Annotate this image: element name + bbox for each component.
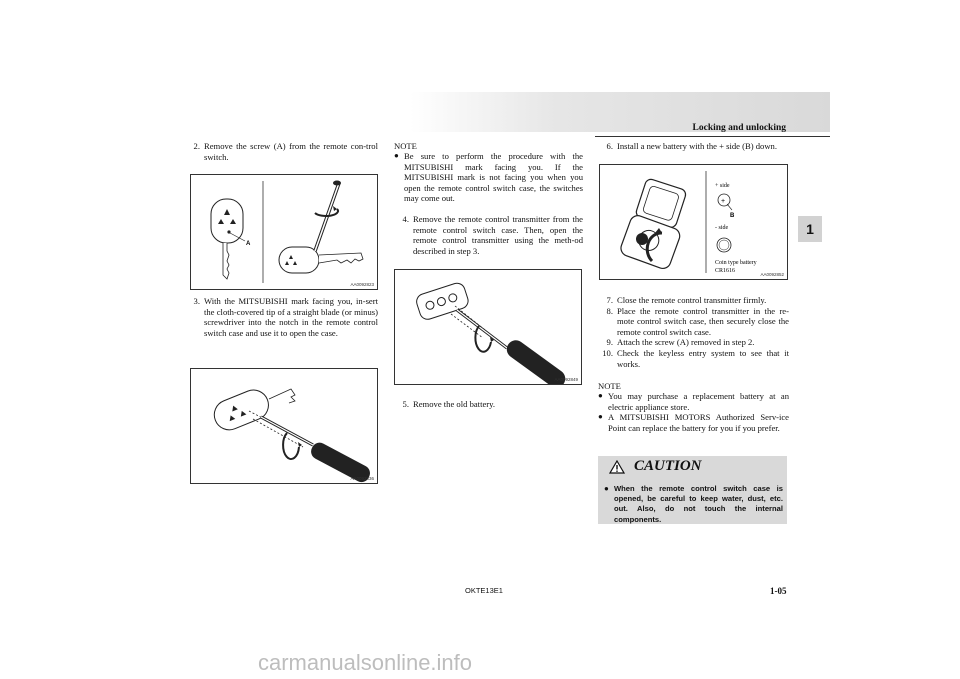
battery-type-label: Coin type battery (715, 260, 757, 266)
svg-text:+: + (721, 198, 726, 205)
step-text: Check the keyless entry system to see that it works. (617, 347, 789, 369)
note-bullet-1 (598, 391, 789, 412)
step-number: 9. (606, 337, 613, 348)
figure-code: AA0092836 (350, 476, 374, 481)
step-9 (598, 337, 789, 348)
step-number: 3. (193, 296, 200, 306)
note-bullet-2 (598, 412, 789, 433)
caution-bullet (604, 484, 783, 525)
caution-header (598, 456, 787, 478)
caution-title: CAUTION (634, 458, 702, 474)
footer-code: OKTE13E1 (465, 586, 503, 595)
note-text: You may purchase a replacement battery at an electric appliance store. (608, 391, 789, 412)
step-number: 2. (193, 141, 200, 151)
step-number: 10. (602, 347, 613, 358)
steps-7-10 (598, 295, 789, 369)
bullet-icon: ● (394, 151, 399, 160)
screwdriver-open-case-illustration (191, 369, 377, 483)
step-4 (394, 214, 583, 256)
bullet-icon: ● (598, 412, 603, 422)
figure-remove-transmitter (394, 269, 582, 385)
page-number: 1-05 (770, 586, 787, 596)
step-8 (598, 306, 789, 338)
step-text: Remove the remote control transmitter from the remote control switch case. Then, open the remote control transmitter using the meth-od described in step 3. (413, 214, 583, 256)
bullet-icon: ● (604, 484, 609, 493)
figure-code: AA0092852 (760, 272, 784, 277)
watermark: carmanualsonline.info (258, 650, 473, 675)
battery-model-label: CR1616 (715, 268, 736, 274)
note-bullet (394, 151, 583, 204)
section-title: Locking and unlocking (692, 123, 786, 133)
caution-box (598, 456, 787, 524)
figure-remove-screw (190, 174, 378, 290)
step-text: With the MITSUBISHI mark facing you, in-sert the cloth-covered tip of a straight blade (or minus) screwdriver into the notch in the remote control switch case and use it to open the case. (204, 296, 378, 338)
note-label: NOTE (394, 141, 417, 151)
note-text: Be sure to perform the procedure with the MITSUBISHI mark facing you. If the MITSUBISHI mark is not facing you when you open the remote control switch case, the switches may come out. (404, 151, 583, 204)
figure-open-case (190, 368, 378, 484)
figure-install-battery (599, 164, 788, 280)
step-text: Close the remote control transmitter firmly. (617, 295, 767, 305)
figure-code: AA0092823 (350, 282, 374, 287)
bullet-icon: ● (598, 391, 603, 400)
warning-triangle-icon (609, 460, 625, 474)
step-10 (598, 348, 789, 369)
caution-text: When the remote control switch case is opened, be careful to keep water, dust, etc. out. Also, do not touch the internal components. (614, 484, 783, 524)
step-text: Remove the old battery. (413, 399, 496, 409)
note-bullets (598, 391, 789, 433)
remote-screw-illustration (191, 175, 377, 289)
step-6 (598, 141, 789, 152)
step-text: Place the remote control transmitter in the re-mote control switch case, then securely close the remote control switch case. (617, 305, 789, 337)
step-text: Attach the screw (A) removed in step 2. (617, 337, 755, 348)
step-2 (185, 141, 378, 162)
plus-side-label: + side (715, 183, 730, 189)
chapter-tab: 1 (798, 216, 822, 242)
step-number: 8. (606, 305, 613, 316)
minus-side-label: - side (715, 225, 729, 231)
step-3 (185, 296, 378, 338)
step-number: 6. (606, 141, 613, 151)
step-number: 4. (402, 214, 409, 224)
note-label-2: NOTE (598, 381, 621, 391)
label-a: A (246, 241, 251, 247)
step-5 (394, 399, 583, 410)
step-7 (598, 295, 789, 306)
transmitter-open-illustration (395, 270, 581, 384)
step-number: 5. (402, 399, 409, 409)
step-text: Remove the screw (A) from the remote con-trol switch. (204, 141, 378, 162)
label-b: B (730, 213, 735, 219)
battery-install-illustration (600, 165, 787, 279)
step-text: Install a new battery with the + side (B) down. (617, 141, 777, 151)
figure-code: AA0092849 (554, 377, 578, 382)
header-rule (595, 136, 830, 137)
note-text: A MITSUBISHI MOTORS Authorized Serv-ice Point can replace the battery for you if you prefer. (608, 412, 789, 433)
step-number: 7. (606, 295, 613, 305)
